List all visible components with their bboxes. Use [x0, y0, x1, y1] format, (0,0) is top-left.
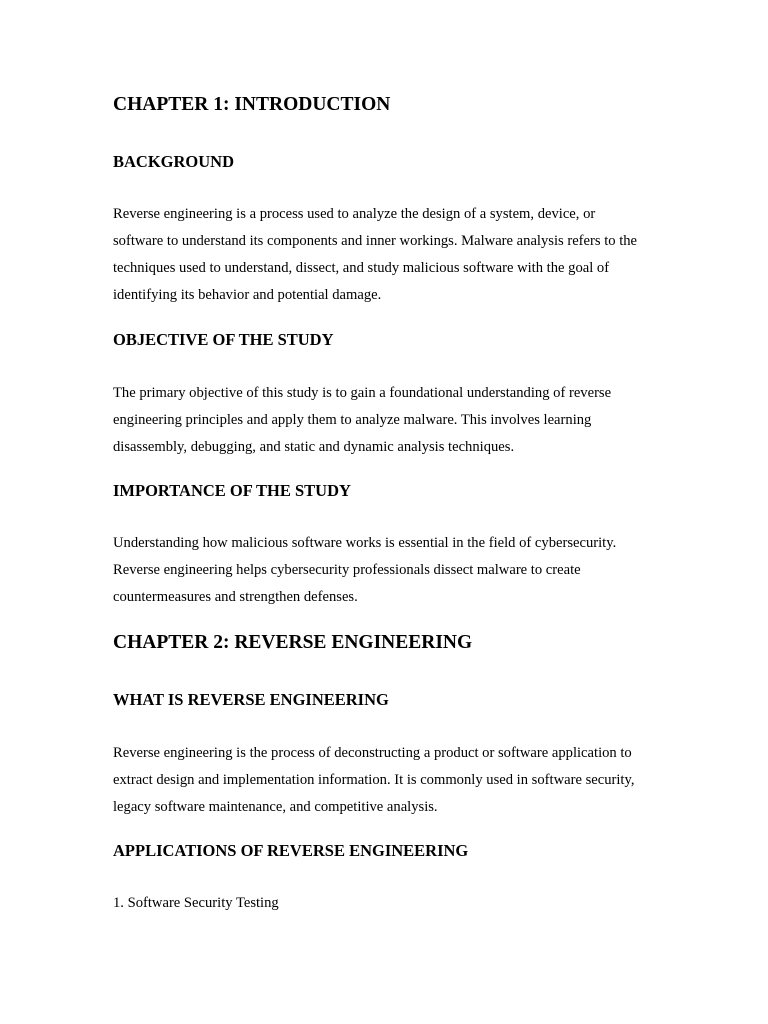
- paragraph-background: [113, 201, 673, 309]
- paragraph-what-is-re: [113, 740, 673, 821]
- text-line: engineering principles and apply them to analyze malware. This involves learning: [113, 412, 592, 428]
- text-line: software to understand its components and inner workings. Malware analysis refers to the: [113, 233, 638, 249]
- text-line: Reverse engineering is a process used to analyze the design of a system, device, or: [113, 206, 596, 222]
- section-heading-importance: IMPORTANCE OF THE STUDY: [113, 481, 351, 500]
- text-line: techniques used to understand, dissect, and study malicious software with the goal of: [113, 260, 610, 276]
- section-heading-applications: APPLICATIONS OF REVERSE ENGINEERING: [113, 841, 469, 860]
- text-line: Reverse engineering is the process of deconstructing a product or software application to: [113, 745, 632, 761]
- paragraph-objective: [113, 380, 673, 461]
- text-line: disassembly, debugging, and static and dynamic analysis techniques.: [113, 439, 515, 455]
- text-line: legacy software maintenance, and competitive analysis.: [113, 799, 438, 815]
- text-line: identifying its behavior and potential damage.: [113, 287, 382, 303]
- chapter-2-title: CHAPTER 2: REVERSE ENGINEERING: [113, 632, 473, 653]
- paragraph-importance: [113, 530, 673, 611]
- section-heading-what-is-re: WHAT IS REVERSE ENGINEERING: [113, 690, 389, 709]
- section-heading-objective: OBJECTIVE OF THE STUDY: [113, 330, 334, 349]
- text-line: countermeasures and strengthen defenses.: [113, 589, 358, 605]
- text-line: Reverse engineering helps cybersecurity professionals dissect malware to create: [113, 562, 581, 578]
- chapter-1-title: CHAPTER 1: INTRODUCTION: [113, 94, 391, 115]
- list-item: 1. Software Security Testing: [113, 895, 279, 911]
- text-line: Understanding how malicious software works is essential in the field of cybersecurity.: [113, 535, 617, 551]
- text-line: extract design and implementation information. It is commonly used in software security,: [113, 772, 635, 788]
- text-line: The primary objective of this study is to gain a foundational understanding of reverse: [113, 385, 612, 401]
- section-heading-background: BACKGROUND: [113, 152, 235, 171]
